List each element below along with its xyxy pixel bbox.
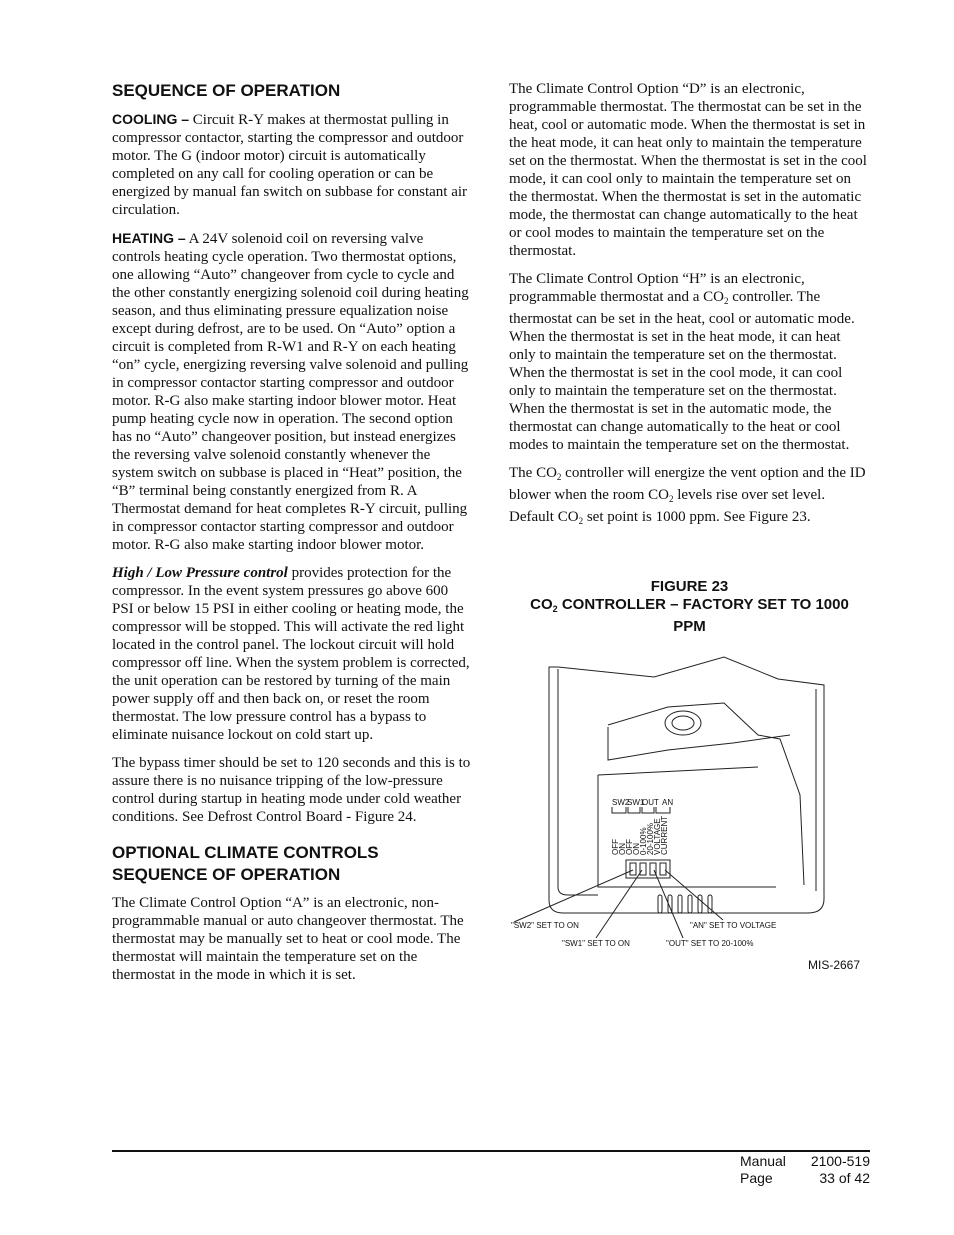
co2-sub-3: 2 xyxy=(578,516,584,526)
heating-lead: HEATING – xyxy=(112,230,186,246)
figure-title xyxy=(509,596,870,636)
header-brackets xyxy=(612,807,670,813)
header-an: AN xyxy=(662,798,674,807)
heating-paragraph xyxy=(112,229,472,554)
option-h-paragraph xyxy=(509,270,870,454)
callout-an: "AN" SET TO VOLTAGE xyxy=(690,921,777,930)
board-outline xyxy=(598,775,776,887)
switch-sw2 xyxy=(630,863,636,875)
heading-sequence-of-operation: SEQUENCE OF OPERATION xyxy=(112,81,341,100)
housing-inner-left xyxy=(558,669,598,895)
cooling-lead: COOLING – xyxy=(112,111,190,127)
label-0-100: 0-100% xyxy=(639,827,648,855)
heading2-line1: OPTIONAL CLIMATE CONTROLS xyxy=(112,843,379,862)
option-d-paragraph: The Climate Control Option “D” is an electronic, programmable thermostat. The thermostat can be set in the heat, cool or automatic mode. When the thermostat is set in the heat mode, it can heat only to maintain the temperature set on the thermostat. When the thermostat is set in the cool mode, it can cool only to maintain the temperature set on the thermostat. When the thermostat is set in the automatic mode, the thermostat can change automatically to the heat or cool modes to maintain the temperature set on the thermostat. xyxy=(509,81,867,259)
cooling-paragraph xyxy=(112,110,472,219)
callout-out: "OUT" SET TO 20-100% xyxy=(666,939,754,948)
callout-sw1: "SW1" SET TO ON xyxy=(562,939,630,948)
heading2-line2: SEQUENCE OF OPERATION xyxy=(112,865,341,884)
footer-manual-value: 2100-519 xyxy=(810,1153,870,1169)
pressure-paragraph xyxy=(112,564,472,744)
callout-sw2: "SW2" SET TO ON xyxy=(511,921,579,930)
figure-title-b: CONTROLLER – FACTORY SET TO 1000 PPM xyxy=(557,596,849,635)
label-off-2: OFF xyxy=(625,839,634,855)
label-voltage: VOLTAGE xyxy=(653,818,662,855)
figure-title-a: CO xyxy=(530,596,553,613)
co2-paragraph xyxy=(509,464,870,530)
co2-text-a: The CO xyxy=(509,465,557,481)
figure-number: FIGURE 23 xyxy=(650,578,729,595)
label-on-1: ON xyxy=(618,843,627,855)
heading-optional-climate-controls xyxy=(112,842,472,886)
leader-sw1 xyxy=(596,870,642,938)
label-current: CURRENT xyxy=(660,815,669,855)
cooling-text: Circuit R-Y makes at thermostat pulling in compressor contactor, starting the compressor and outdoor motor. The G (indoor motor) circuit is automatically completed on any call for cooling operation or can be energized by manual fan switch on subbase for constant air circulation. xyxy=(112,112,468,218)
housing-outline xyxy=(549,657,824,913)
footer-values xyxy=(806,1153,870,1187)
figure-code: MIS-2667 xyxy=(808,958,861,972)
co2-text-c: levels rise over set level. Default CO xyxy=(509,487,826,525)
mounting-hole-inner xyxy=(672,716,694,730)
left-column xyxy=(112,80,472,994)
cover-flap xyxy=(608,703,804,885)
switch-sw1 xyxy=(640,863,646,875)
heating-text: A 24V solenoid coil on reversing valve controls heating cycle operation. Two thermostat options, one allowing “Auto” changeover from cycle to cycle and the other constantly energizing solenoid coil during heating season, and thus eliminating pressure equalization noise except during defrost, are to be used. On “Auto” option a circuit is completed from R-W1 and R-Y on each heating “on” cycle, energizing reversing valve solenoid and pulling in compressor contactor starting compressor and outdoor motor. R-G also make starting indoor blower motor. Heat pump heating cycle now in operation. The second option has no “Auto” changeover position, but instead energizes the reversing valve solenoid constantly whenever the system switch on subbase is placed in “Heat” position, the “B” terminal being constantly energized from R. A Thermostat demand for heat completes R-Y circuit, pulling in compressor contactor starting compressor and outdoor motor. R-G also make starting indoor blower motor. xyxy=(112,231,469,553)
figure-caption xyxy=(509,578,870,636)
label-20-100: 20-100% xyxy=(646,822,655,855)
label-on-2: ON xyxy=(632,843,641,855)
header-out: OUT xyxy=(642,798,659,807)
footer-labels xyxy=(740,1153,786,1187)
leader-sw2 xyxy=(514,870,633,922)
co2-text-d: set point is 1000 ppm. See Figure 23. xyxy=(583,509,811,525)
footer-page-label: Page xyxy=(740,1170,773,1186)
co2-text-b: controller will energize the vent option and the ID blower when the room CO xyxy=(509,465,866,503)
label-off-1: OFF xyxy=(611,839,620,855)
figure-title-sub: 2 xyxy=(552,604,558,614)
footer-rule xyxy=(112,1150,870,1152)
right-column xyxy=(509,80,870,636)
switch-an xyxy=(660,863,666,875)
option-h-text-a: The Climate Control Option “H” is an electronic, programmable thermostat and a CO xyxy=(509,271,805,305)
option-a-paragraph: The Climate Control Option “A” is an electronic, non-programmable manual or auto changeover thermostat. The thermostat may be manually set to heat or cool mode. The thermostat will maintain the temperature set on the thermostat in the mode in which it is set. xyxy=(112,895,464,983)
header-sw1: SW1 xyxy=(627,798,645,807)
footer-page-value: 33 of 42 xyxy=(819,1170,870,1186)
co2-controller-diagram xyxy=(508,655,870,955)
header-sw2: SW2 xyxy=(612,798,630,807)
footer-manual-label: Manual xyxy=(740,1153,786,1169)
co2-sub-1: 2 xyxy=(556,472,562,482)
pressure-lead: High / Low Pressure control xyxy=(112,565,288,581)
switch-vertical-labels xyxy=(611,816,669,855)
cover-flap-inner xyxy=(608,727,790,760)
mounting-hole-outer xyxy=(665,711,701,735)
bypass-paragraph: The bypass timer should be set to 120 seconds and this is to assure there is no nuisance tripping of the low-pressure control during startup in heating mode under cold weather conditions. See Defrost Control Board - Figure 24. xyxy=(112,755,471,825)
option-h-text-b: controller. The thermostat can be set in the heat, cool or automatic mode. When the thermostat is set in the heat mode, it can heat only to maintain the temperature set on the thermostat. When the thermostat is set in the cool mode, it can cool only to maintain the temperature set on the thermostat. When the thermostat is set in the automatic mode, the thermostat can change automatically to the heat or cool modes to maintain the temperature set on the thermostat. xyxy=(509,289,855,453)
pressure-text: provides protection for the compressor. In the event system pressures go above 600 PSI or below 15 PSI in either cooling or heating mode, the compressor will be stopped. This will activate the red light located in the control panel. The lockout circuit will hold compressor off line. When the system problem is corrected, the unit operation can be restored by turning of the main power supply off and then back on, or reset the room thermostat. The low pressure control has a bypass to eliminate nuisance lockout on cold start up. xyxy=(112,565,470,743)
option-h-sub: 2 xyxy=(723,296,729,306)
board-top xyxy=(598,767,758,775)
co2-sub-2: 2 xyxy=(668,494,674,504)
